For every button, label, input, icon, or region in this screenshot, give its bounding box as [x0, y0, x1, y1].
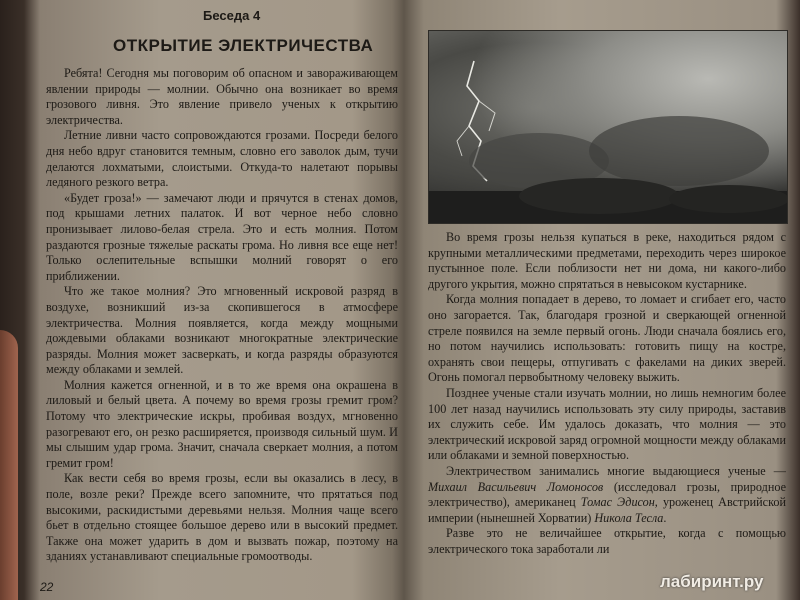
paragraph: Летние ливни часто сопровождаются грозами. Посреди белого дня небо вдруг становится темным, словно его заволок дым, тучи делаются лохматыми, слоистыми. Откуда-то налетают порывы ледяного резкого ветра.: [46, 128, 398, 190]
reader-hand: [0, 330, 18, 600]
lightning-photo: [428, 30, 788, 224]
scientist-name: Томас Эдисон: [580, 495, 655, 510]
text-span: (исследовал грозы, природное электричество), американец: [428, 479, 786, 510]
scientist-name: Михаил Васильевич Ломоносов: [428, 479, 604, 494]
paragraph: Позднее ученые стали изучать молнии, но лишь немногим более 100 лет назад научились использовать эту силу природы, заставив их служить себе. Им удалось доказать, что молния — это электрический искровой заряд огромной мощности между облаками или облаками и земной поверхностью.: [428, 385, 786, 463]
text-span: , уроженец Австрийской империи (нынешней Хорватии): [428, 495, 786, 525]
chapter-title: ОТКРЫТИЕ ЭЛЕКТРИЧЕСТВА: [113, 36, 374, 55]
paragraph: Молния кажется огненной, и в то же время она окрашена в лиловый и белый цвета. А почему во время грозы гремит гром? Потому что электрические искры, пробивая воздух, мгновенно разогревают его, он резко расширяется, производя сильный шум. И мы слышим удар грома. Значит, сначала сверкает молния, а потом гремит гром!: [46, 377, 398, 470]
paragraph: «Будет гроза!» — замечают люди и прячутся в стенах домов, под крышами летних палаток. И вот черное небо словно пронизывает лилово-белая стрела. Это и есть молния. Потом раздаются грозные тяжелые раскаты грома. Но ливня все еще нет! Только ослепительные вспышки молний говорят о его приближении.: [46, 190, 398, 283]
scientist-name: Никола Тесла: [594, 510, 664, 525]
left-page: [28, 0, 400, 600]
left-text-block: [46, 66, 398, 565]
watermark: лабиринт.ру: [660, 572, 764, 591]
right-text-block: [428, 230, 786, 557]
text-span: .: [663, 510, 667, 525]
running-head: Беседа 4: [203, 8, 261, 23]
paragraph: Во время грозы нельзя купаться в реке, находиться рядом с крупными металлическими предметами, переходить через широкое пустынное поле. Если поблизости нет ни дома, ни какого-либо другого укрытия, можно спрятаться в невысоком кустарнике.: [428, 230, 786, 291]
right-page: [410, 0, 790, 600]
paragraph: Разве это не величайшее открытие, когда с помощью электрического тока заработали ли: [428, 526, 786, 556]
page-number: 22: [40, 580, 54, 594]
text-span: Электричеством занимались многие выдающиеся ученые —: [446, 463, 786, 478]
paragraph: Как вести себя во время грозы, если вы оказались в лесу, в поле, возле реки? Прежде всего запомните, что прятаться под высокими, раскидистыми деревьями нельзя. Молния чаще всего бьет в отдельно стоящее большое дерево или в высокий предмет. Также она может ударить в дом и вызвать пожар, поэтому на зданиях устанавливают специальные громоотводы.: [46, 471, 398, 564]
lightning-bolt-icon: [429, 31, 787, 223]
paragraph: Что же такое молния? Это мгновенный искровой разряд в воздухе, возникший из-за скопившегося в атмосфере электричества. Молния появляется, когда между мощными дождевыми облаками возникают многократные электрические разряды. Молния может засверкать, и когда разряды образуются между облаками и землей.: [46, 284, 398, 377]
paragraph: Ребята! Сегодня мы поговорим об опасном и завораживающем явлении природы — молнии. Обычно она возникает во время грозового ливня. Это явление привело ученых к открытию электричества.: [46, 66, 398, 127]
paragraph-scientists: [428, 464, 786, 526]
paragraph: Когда молния попадает в дерево, то ломает и сгибает его, часто оно загорается. Так, благодаря грозной и сверкающей огненной стреле появился на земле первый огонь. Люди сначала боялись его, но потом научились использовать: готовить пищу на костре, охранять свои пещеры, отпугивать с факелами на диких зверей. Огонь помогал первобытному человеку выжить.: [428, 292, 786, 385]
